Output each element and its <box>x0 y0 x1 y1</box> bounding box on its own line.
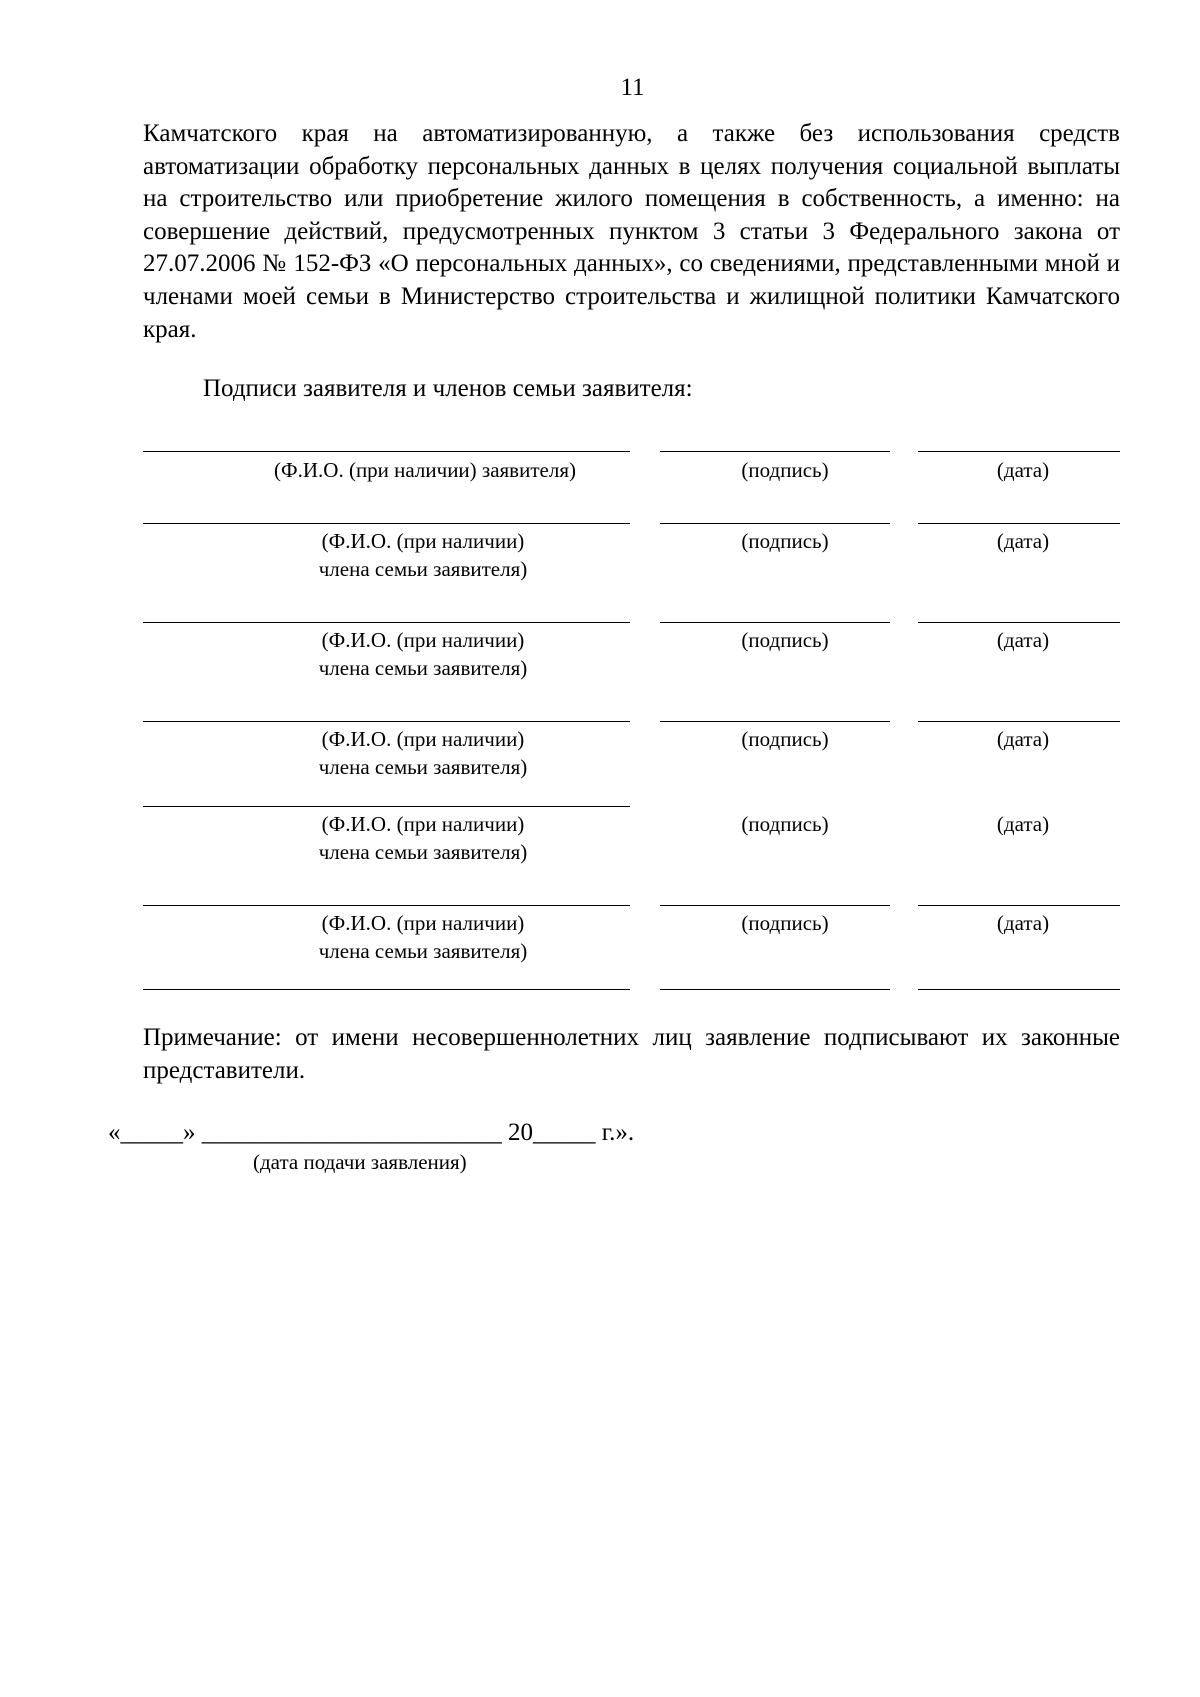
date-line[interactable] <box>918 622 1120 623</box>
date-line[interactable] <box>918 523 1120 524</box>
intro-paragraph: Камчатского края на автоматизированную, а также без использования средств автоматизации обработку персональных данных в целях получения социальной выплаты на строительство или приобретение жилого помещения в собственность, а именно: на совершение действий, предусмотренных пунктом 3 статьи 3 Федерального закона от 27.07.2006 № 152-ФЗ «О персональных данных», со сведениями, представленными мной и членами моей семьи в Министерство строительства и жилищной политики Камчатского края. <box>143 120 1120 343</box>
fio-label: (Ф.И.О. (при наличии) члена семьи заявителя) <box>318 812 528 864</box>
fio-label: (Ф.И.О. (при наличии) члена семьи заявителя) <box>318 911 528 963</box>
fio-line[interactable] <box>143 523 630 524</box>
signature-label: (подпись) <box>741 628 829 652</box>
signature-label: (подпись) <box>741 458 829 482</box>
date-line[interactable] <box>918 905 1120 906</box>
date-label: (дата) <box>996 458 1050 482</box>
signature-line[interactable] <box>660 905 890 906</box>
fio-line[interactable] <box>143 721 630 722</box>
note-paragraph: Примечание: от имени несовершеннолетних лиц заявление подписывают их законные представители. <box>143 1024 1120 1084</box>
date-line[interactable] <box>918 989 1120 990</box>
signature-label: (подпись) <box>741 529 829 553</box>
signature-line[interactable] <box>660 451 890 452</box>
application-date-caption: (дата подачи заявления) <box>253 1150 467 1174</box>
fio-label: (Ф.И.О. (при наличии) члена семьи заявителя) <box>318 529 528 581</box>
fio-line[interactable] <box>143 905 630 906</box>
date-line[interactable] <box>918 721 1120 722</box>
signatures-heading: Подписи заявителя и членов семьи заявителя: <box>203 375 693 402</box>
application-date-field[interactable]: «_____» ________________________ 20_____ г.». <box>108 1119 635 1146</box>
fio-label: (Ф.И.О. (при наличии) члена семьи заявителя) <box>318 727 528 779</box>
signature-label: (подпись) <box>741 727 829 751</box>
page-number: 11 <box>620 74 645 101</box>
date-label: (дата) <box>996 911 1050 935</box>
date-label: (дата) <box>996 628 1050 652</box>
signature-label: (подпись) <box>741 812 829 836</box>
date-label: (дата) <box>996 529 1050 553</box>
fio-line[interactable] <box>143 622 630 623</box>
signature-line[interactable] <box>660 622 890 623</box>
fio-line[interactable] <box>143 806 630 807</box>
date-label: (дата) <box>996 812 1050 836</box>
fio-label: (Ф.И.О. (при наличии) заявителя) <box>274 458 576 482</box>
date-label: (дата) <box>996 727 1050 751</box>
signature-line[interactable] <box>660 989 890 990</box>
fio-label: (Ф.И.О. (при наличии) члена семьи заявителя) <box>318 628 528 680</box>
signature-label: (подпись) <box>741 911 829 935</box>
signature-line[interactable] <box>660 721 890 722</box>
signature-line[interactable] <box>660 523 890 524</box>
fio-line[interactable] <box>143 989 630 990</box>
date-line[interactable] <box>918 451 1120 452</box>
fio-line[interactable] <box>143 451 630 452</box>
